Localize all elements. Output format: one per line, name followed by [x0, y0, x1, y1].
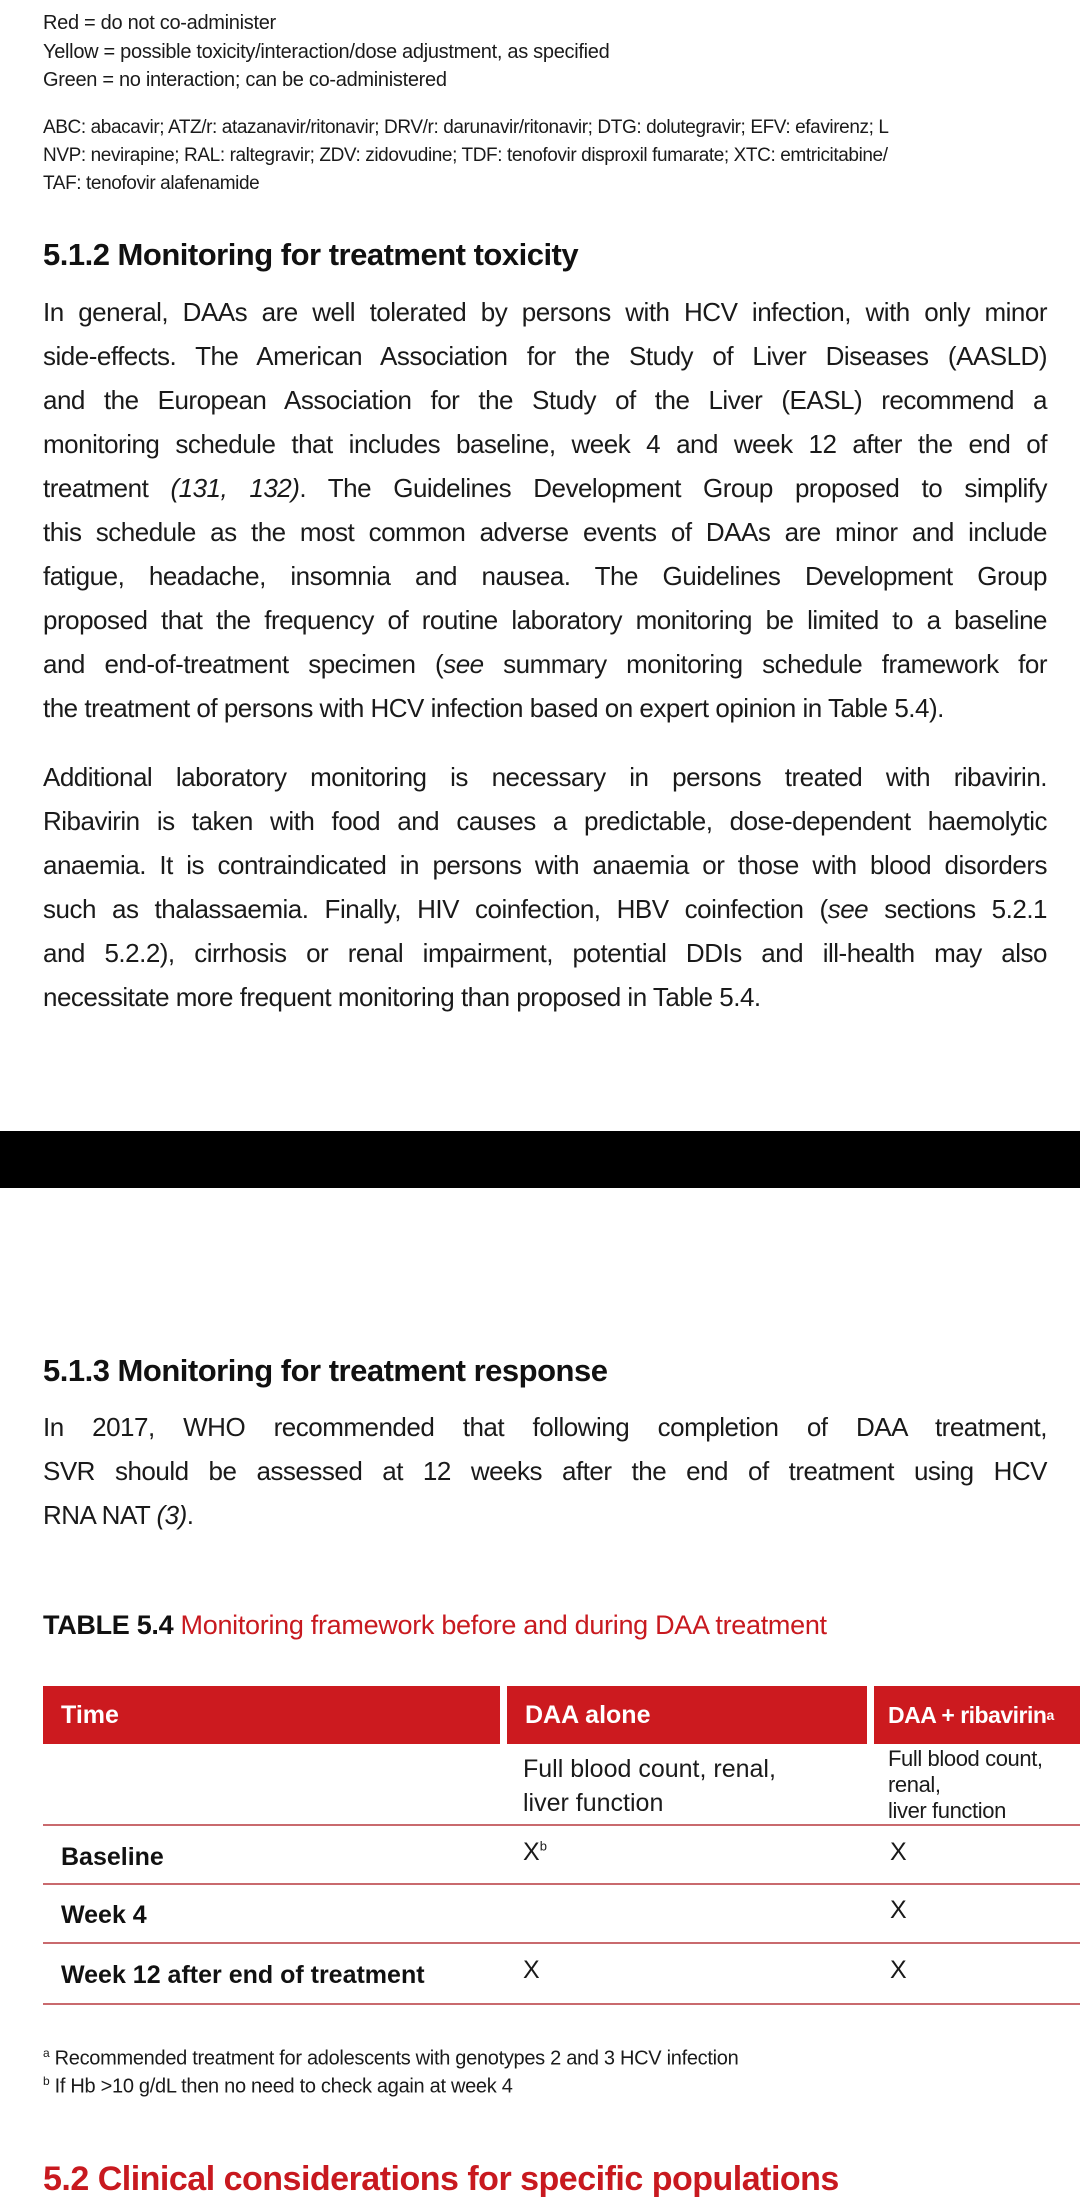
text-fragment: . The Guidelines Development Group proposed to simplify — [299, 473, 1047, 503]
text-fragment: sections 5.2.1 — [868, 894, 1048, 924]
abbreviation-line: TAF: tenofovir alafenamide — [43, 173, 260, 194]
cell-baseline-daa-alone — [523, 1838, 547, 1867]
header-label: Time — [61, 1700, 119, 1729]
subrow-daa-alone — [523, 1752, 776, 1820]
table-label: TABLE 5.4 — [43, 1610, 174, 1640]
text-fragment: and end-of-treatment specimen ( — [43, 649, 444, 679]
text-line — [43, 466, 1047, 510]
text-line: Additional laboratory monitoring is necessary in persons treated with ribavirin. — [43, 762, 1047, 792]
citation-3[interactable]: (3) — [156, 1500, 187, 1530]
text-line: monitoring schedule that includes baseline, week 4 and week 12 after the end of — [43, 429, 1047, 459]
see-emphasis: see — [827, 894, 869, 924]
text-fragment: treatment — [43, 473, 171, 503]
text-line: necessitate more frequent monitoring than proposed in Table 5.4. — [43, 982, 761, 1012]
row-label-week-12: Week 12 after end of treatment — [61, 1961, 425, 1989]
text-line: fatigue, headache, insomnia and nausea. The Guidelines Development Group — [43, 561, 1047, 591]
text-line — [43, 642, 1047, 686]
text-line: Full blood count, renal, — [523, 1755, 776, 1783]
footnote-mark: a — [43, 2046, 50, 2060]
legend-red: Red = do not co-administer — [43, 12, 276, 34]
text-line: liver function — [888, 1798, 1006, 1823]
row-divider — [43, 1824, 1080, 1826]
section-heading-5-1-3: 5.1.3 Monitoring for treatment response — [43, 1353, 608, 1388]
table-header-daa-ribavirin — [874, 1686, 1080, 1744]
legend-green: Green = no interaction; can be co-administered — [43, 69, 447, 91]
text-line: In general, DAAs are well tolerated by persons with HCV infection, with only minor — [43, 297, 1047, 327]
legend-yellow: Yellow = possible toxicity/interaction/dose adjustment, as specified — [43, 41, 610, 63]
table-header-daa-alone — [507, 1686, 867, 1744]
table-header-time — [43, 1686, 500, 1744]
text-line: liver function — [523, 1789, 664, 1817]
text-fragment: summary monitoring schedule framework for — [483, 649, 1047, 679]
text-line: anaemia. It is contraindicated in persons with anaemia or those with blood disorders — [43, 850, 1047, 880]
text-line: the treatment of persons with HCV infection based on expert opinion in Table 5.4). — [43, 693, 944, 723]
cell-week4-daa-ribavirin: X — [890, 1896, 907, 1924]
text-fragment: such as thalassaemia. Finally, HIV coinfection, HBV coinfection ( — [43, 894, 828, 924]
text-fragment: . — [186, 1500, 194, 1530]
section-heading-5-2: 5.2 Clinical considerations for specific populations — [43, 2160, 839, 2198]
header-label: DAA + ribavirin — [888, 1701, 1047, 1728]
row-label-baseline: Baseline — [61, 1843, 164, 1871]
citation-131-132[interactable]: (131, 132) — [170, 473, 300, 503]
cell-baseline-daa-ribavirin: X — [890, 1838, 907, 1866]
text-line: SVR should be assessed at 12 weeks after the end of treatment using HCV — [43, 1456, 1047, 1486]
text-line: this schedule as the most common adverse events of DAAs are minor and include — [43, 517, 1047, 547]
footnote-mark: b — [43, 2074, 50, 2088]
text-line — [43, 1493, 1047, 1537]
row-divider — [43, 2003, 1080, 2005]
section-heading-5-1-2: 5.1.2 Monitoring for treatment toxicity — [43, 237, 579, 272]
cell-week12-daa-alone: X — [523, 1956, 540, 1984]
text-line: Ribavirin is taken with food and causes a predictable, dose-dependent haemolytic — [43, 806, 1047, 836]
check-mark: X — [523, 1838, 540, 1866]
paragraph-response — [43, 1405, 1047, 1537]
footnote-text: If Hb >10 g/dL then no need to check again at week 4 — [54, 2075, 513, 2098]
text-line: and 5.2.2), cirrhosis or renal impairment, potential DDIs and ill-health may also — [43, 938, 1047, 968]
table-caption — [43, 1610, 827, 1641]
abbreviation-line: ABC: abacavir; ATZ/r: atazanavir/ritonavir; DRV/r: darunavir/ritonavir; DTG: dolutegravir; EFV: efavirenz; L — [43, 117, 889, 138]
footnote-b — [43, 2074, 513, 2099]
text-line: In 2017, WHO recommended that following completion of DAA treatment, — [43, 1412, 1047, 1442]
paragraph-toxicity-1 — [43, 290, 1047, 730]
text-line: and the European Association for the Study of the Liver (EASL) recommend a — [43, 385, 1047, 415]
footnote-text: Recommended treatment for adolescents with genotypes 2 and 3 HCV infection — [54, 2047, 739, 2070]
text-line — [43, 887, 1047, 931]
footnote-ref-a: a — [1046, 1707, 1054, 1723]
page-separator-bar — [0, 1131, 1080, 1188]
footnote-ref-b: b — [539, 1838, 547, 1854]
text-fragment: RNA NAT — [43, 1500, 157, 1530]
subrow-daa-ribavirin — [888, 1746, 1078, 1824]
abbreviation-line: NVP: nevirapine; RAL: raltegravir; ZDV: zidovudine; TDF: tenofovir disproxil fumarate; XTC: emtricitabine/ — [43, 145, 888, 166]
abbreviations — [43, 114, 1073, 198]
paragraph-toxicity-2 — [43, 755, 1047, 1019]
header-label: DAA alone — [525, 1700, 651, 1729]
text-line: proposed that the frequency of routine laboratory monitoring be limited to a baseline — [43, 605, 1047, 635]
text-line: side-effects. The American Association for the Study of Liver Diseases (AASLD) — [43, 341, 1047, 371]
row-divider — [43, 1942, 1080, 1944]
row-label-week-4: Week 4 — [61, 1901, 147, 1929]
footnote-a — [43, 2046, 738, 2071]
row-divider — [43, 1883, 1080, 1885]
cell-week12-daa-ribavirin: X — [890, 1956, 907, 1984]
see-emphasis: see — [443, 649, 484, 679]
monitoring-table — [43, 1686, 1080, 2006]
text-line: Full blood count, renal, — [888, 1746, 1043, 1797]
table-title: Monitoring framework before and during DAA treatment — [180, 1610, 827, 1640]
